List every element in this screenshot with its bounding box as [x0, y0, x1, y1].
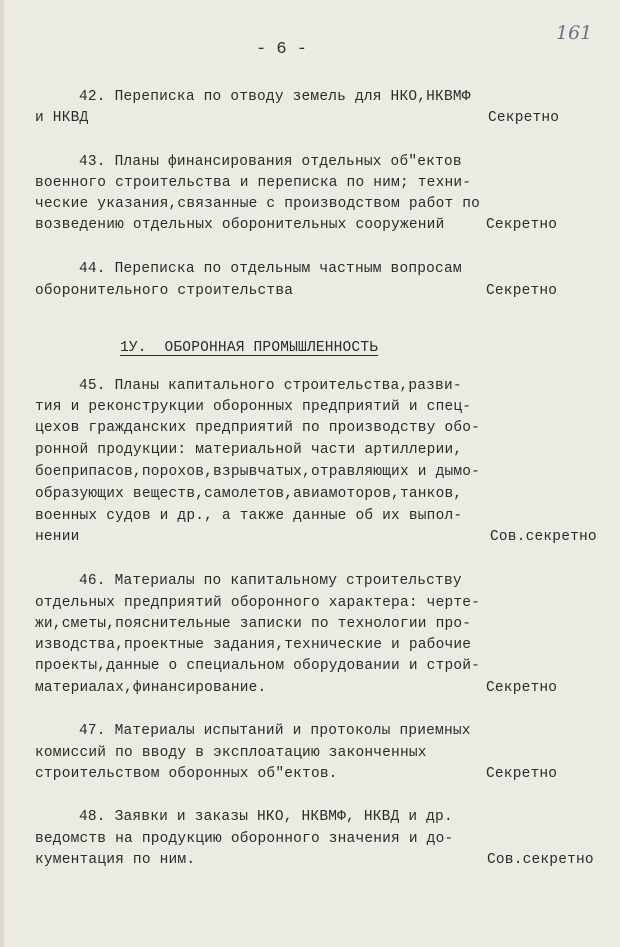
item-44-line-1: 44. Переписка по отдельным частным вопросам [79, 261, 462, 277]
item-43-line-4: возведению отдельных оборонительных сооружений [35, 217, 445, 233]
item-45-line-2: тия и реконструкции оборонных предприятий и спец- [35, 399, 472, 415]
item-43-classification: Секретно [486, 217, 558, 233]
page-number: - 6 - [256, 40, 308, 59]
item-47-line-2: комиссий по вводу в эксплоатацию законченных [35, 745, 427, 761]
item-46-line-3: жи,сметы,пояснительные записки по технологии про- [35, 616, 472, 632]
item-45-line-6: образующих веществ,самолетов,авиамоторов,танков, [35, 486, 463, 502]
item-45-line-7: военных судов и др., а также данные об их выпол- [35, 508, 463, 524]
page-edge-shadow [0, 0, 4, 947]
item-48-line-1: 48. Заявки и заказы НКО, НКВМФ, НКВД и др. [79, 809, 453, 825]
item-45-line-8: нении [35, 529, 80, 545]
item-46-classification: Секретно [486, 680, 558, 696]
item-45-line-3: цехов гражданских предприятий по производству обо- [35, 420, 481, 436]
item-48-classification: Сов.секретно [487, 852, 594, 868]
item-45-line-4: ронной продукции: материальной части артиллерии, [35, 442, 463, 458]
item-44-classification: Секретно [486, 283, 558, 299]
item-45-line-5: боеприпасов,порохов,взрывчатых,отравляющих и дымо- [35, 464, 481, 480]
handwritten-folio-number: 161 [556, 22, 593, 44]
item-43-line-3: ческие указания,связанные с производством работ по [35, 196, 481, 212]
item-42-classification: Секретно [488, 110, 560, 126]
item-44-line-2: оборонительного строительства [35, 283, 294, 299]
item-45-classification: Сов.секретно [490, 529, 597, 545]
item-45-line-1: 45. Планы капитального строительства,разви- [79, 378, 462, 394]
item-46-line-1: 46. Материалы по капитальному строительству [79, 573, 462, 589]
item-46-line-2: отдельных предприятий оборонного характера: черте- [35, 595, 481, 611]
item-48-line-2: ведомств на продукцию оборонного значения и до- [35, 831, 454, 847]
item-42-line-2: и НКВД [35, 110, 89, 126]
item-47-line-1: 47. Материалы испытаний и протоколы приемных [79, 723, 471, 739]
item-47-line-3: строительством оборонных об"ектов. [35, 766, 338, 782]
item-47-classification: Секретно [486, 766, 558, 782]
item-46-line-4: изводства,проектные задания,технические и рабочие [35, 637, 472, 653]
item-48-line-3: кументация по ним. [35, 852, 196, 868]
item-42-line-1: 42. Переписка по отводу земель для НКО,НКВМФ [79, 89, 471, 105]
item-43-line-1: 43. Планы финансирования отдельных об"ектов [79, 154, 462, 170]
item-46-line-6: материалах,финансирование. [35, 680, 267, 696]
item-46-line-5: проекты,данные о специальном оборудовании и строй- [35, 658, 481, 674]
section-heading: 1У. ОБОРОННАЯ ПРОМЫШЛЕННОСТЬ [120, 340, 379, 356]
item-43-line-2: военного строительства и переписка по ним; техни- [35, 175, 472, 191]
